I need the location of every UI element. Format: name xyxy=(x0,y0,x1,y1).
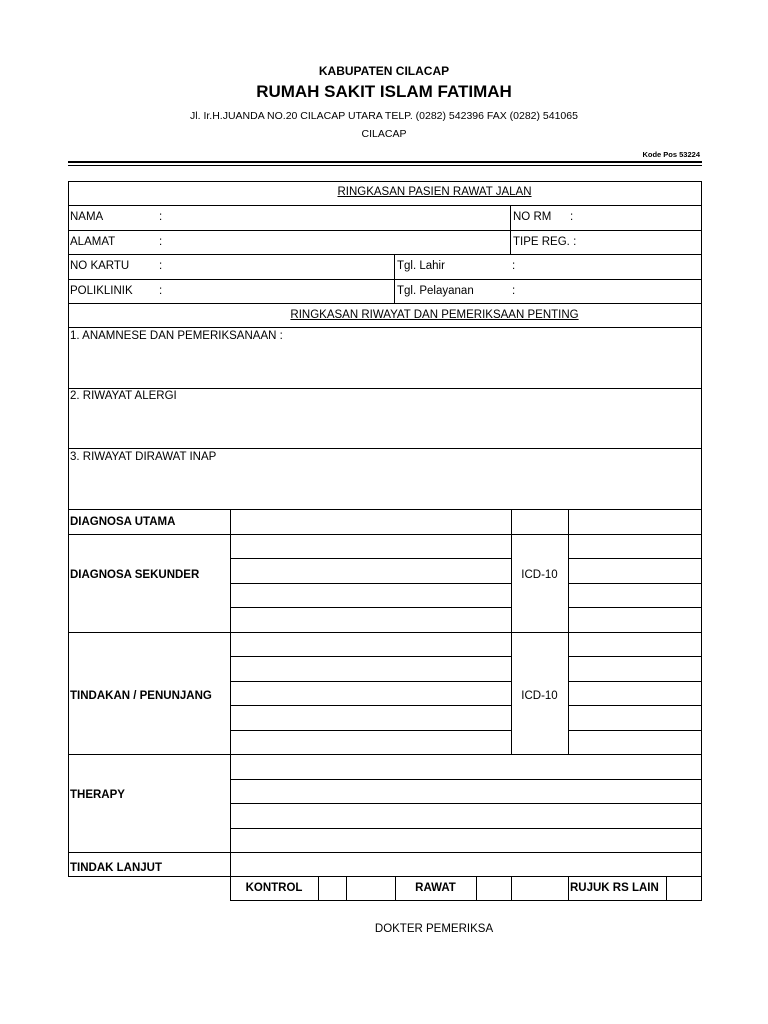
postal-code: Kode Pos 53224 xyxy=(642,150,700,159)
icd10-tindakan-label: ICD-10 xyxy=(521,690,558,702)
therapy-label: THERAPY xyxy=(70,789,125,801)
header-rule-bottom xyxy=(68,165,702,166)
alamat-label: ALAMAT xyxy=(70,236,116,248)
tgl-pelayanan-colon: : xyxy=(512,285,516,297)
tipe-reg-label: TIPE REG. : xyxy=(513,236,577,248)
tindak-lanjut-label: TINDAK LANJUT xyxy=(70,862,162,874)
tgl-pelayanan-label: Tgl. Pelayanan xyxy=(397,285,474,297)
anamnese-label: 1. ANAMNESE DAN PEMERIKSANAAN : xyxy=(70,330,283,342)
rujuk-label: RUJUK RS LAIN xyxy=(570,882,659,894)
alamat-colon: : xyxy=(159,236,163,248)
nama-colon: : xyxy=(159,211,163,223)
tgl-lahir-label: Tgl. Lahir xyxy=(397,260,445,272)
no-rm-label: NO RM xyxy=(513,211,552,223)
hospital-name: RUMAH SAKIT ISLAM FATIMAH xyxy=(256,82,512,101)
header-rule-top xyxy=(68,161,702,163)
diagnosa-sekunder-label: DIAGNOSA SEKUNDER xyxy=(70,569,200,581)
tindakan-label: TINDAKAN / PENUNJANG xyxy=(70,690,212,702)
poliklinik-label: POLIKLINIK xyxy=(70,285,133,297)
no-kartu-colon: : xyxy=(159,260,163,272)
hospital-city: CILACAP xyxy=(361,128,407,140)
poliklinik-colon: : xyxy=(159,285,163,297)
tgl-lahir-colon: : xyxy=(512,260,516,272)
rawat-checkbox[interactable] xyxy=(477,877,511,900)
alergi-label: 2. RIWAYAT ALERGI xyxy=(70,390,177,402)
kontrol-checkbox[interactable] xyxy=(319,877,346,900)
rawat-label: RAWAT xyxy=(415,882,456,894)
hospital-address: Jl. Ir.H.JUANDA NO.20 CILACAP UTARA TELP. (0282) 542396 FAX (0282) 541065 xyxy=(190,110,578,122)
nama-label: NAMA xyxy=(70,211,104,223)
rujuk-checkbox[interactable] xyxy=(667,877,701,900)
section-title: RINGKASAN RIWAYAT DAN PEMERIKSAAN PENTING xyxy=(290,309,579,321)
doctor-signature-label: DOKTER PEMERIKSA xyxy=(374,923,494,935)
kontrol-label: KONTROL xyxy=(245,882,303,894)
regency-heading: KABUPATEN CILACAP xyxy=(318,64,450,78)
dirawat-inap-label: 3. RIWAYAT DIRAWAT INAP xyxy=(70,451,217,463)
icd10-diagnosa-label: ICD-10 xyxy=(521,569,558,581)
no-rm-colon: : xyxy=(570,211,574,223)
form-title: RINGKASAN PASIEN RAWAT JALAN xyxy=(337,186,532,198)
diagnosa-utama-label: DIAGNOSA UTAMA xyxy=(70,516,176,528)
no-kartu-label: NO KARTU xyxy=(70,260,130,272)
